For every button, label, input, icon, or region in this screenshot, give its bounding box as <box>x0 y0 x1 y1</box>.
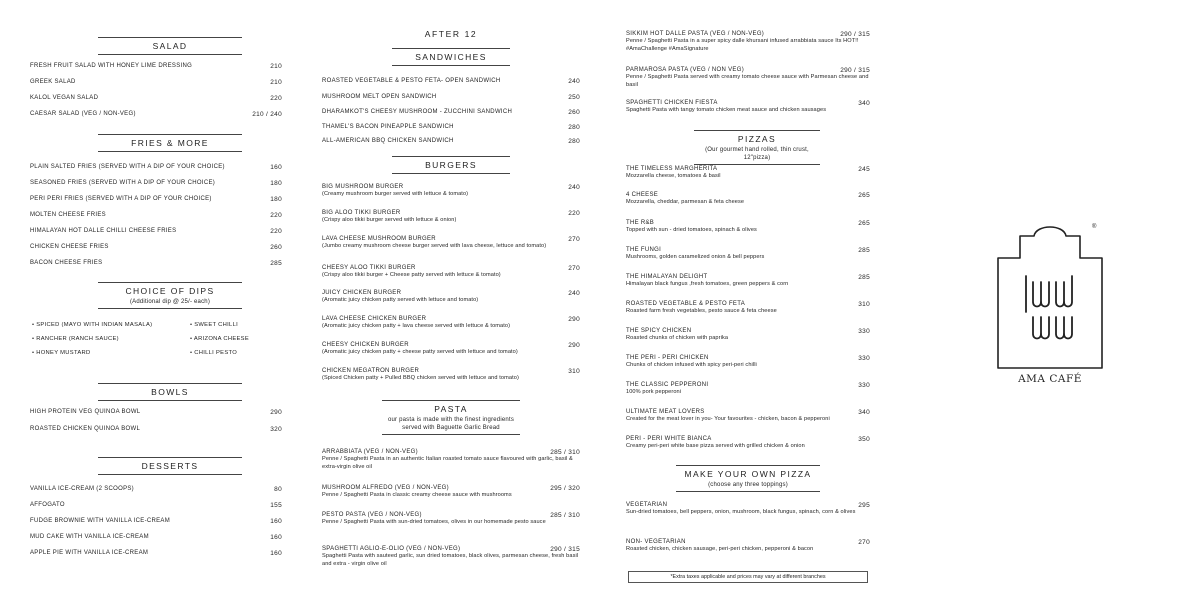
item-price: 160 <box>270 518 282 525</box>
item-price: 80 <box>274 486 282 493</box>
desserts-title: DESSERTS <box>141 461 199 471</box>
item-price: 270 <box>568 236 580 243</box>
item-name: FUDGE BROWNIE WITH VANILLA ICE-CREAM <box>30 518 171 524</box>
dips-section-header <box>98 282 242 309</box>
dips-subtitle: (Additional dip @ 25/- each) <box>129 299 211 305</box>
item-price: 285 / 310 <box>550 449 580 456</box>
item-price: 290 / 315 <box>840 31 870 38</box>
item-name: APPLE PIE WITH VANILLA ICE-CREAM <box>30 550 149 556</box>
item-price: 270 <box>568 265 580 272</box>
burgers-title: BURGERS <box>425 160 477 170</box>
item-price: 210 <box>270 63 282 70</box>
item-name: MOLTEN CHEESE FRIES <box>30 212 106 218</box>
menu-item <box>322 290 580 305</box>
item-name: CHICKEN MEGATRON BURGER <box>322 368 420 374</box>
menu-item <box>626 220 870 235</box>
menu-item <box>626 67 870 89</box>
item-price: 220 <box>568 210 580 217</box>
item-description: Roasted chicken, chicken sausage, peri-peri chicken, pepperoni & bacon <box>626 546 814 552</box>
dip-option: • CHILLI PESTO <box>190 350 238 356</box>
item-name: LAVA CHEESE CHICKEN BURGER <box>322 316 427 322</box>
item-name: NON- VEGETARIAN <box>626 539 686 545</box>
menu-item <box>30 79 282 85</box>
menu-item <box>322 138 580 144</box>
item-description: Roasted farm fresh vegetables, pesto sauce & feta cheese <box>626 308 777 314</box>
item-description: (Aromatic juicy chicken patty + lava cheese served with lettuce & tomato) <box>322 323 511 329</box>
item-description: Roasted chunks of chicken with paprika <box>626 335 729 341</box>
item-name: CHEESY CHICKEN BURGER <box>322 342 409 348</box>
menu-item <box>626 100 870 115</box>
item-name: ALL-AMERICAN BBQ CHICKEN SANDWICH <box>322 138 454 144</box>
registered-mark: ® <box>1092 224 1097 230</box>
item-name: HIMALAYAN HOT DALLE CHILLI CHEESE FRIES <box>30 228 177 234</box>
menu-item <box>30 95 282 101</box>
item-name: ROASTED VEGETABLE & PESTO FETA <box>626 301 746 307</box>
item-name: THE FUNGI <box>626 247 662 253</box>
item-price: 280 <box>568 138 580 145</box>
menu-item <box>322 184 580 199</box>
item-name: HIGH PROTEIN VEG QUINOA BOWL <box>30 409 141 415</box>
item-price: 290 / 315 <box>550 546 580 553</box>
item-price: 330 <box>858 328 870 335</box>
section-rule <box>382 434 520 435</box>
section-rule <box>98 134 242 135</box>
item-price: 290 <box>568 342 580 349</box>
dip-option: • SPICED (MAYO WITH INDIAN MASALA) <box>32 322 153 328</box>
item-name: VEGETARIAN <box>626 502 668 508</box>
pizzas-section-header <box>694 130 820 165</box>
item-price: 160 <box>270 550 282 557</box>
item-price: 180 <box>270 196 282 203</box>
menu-item <box>626 247 870 262</box>
item-name: SPAGHETTI AGLIO-E-OLIO (VEG / NON-VEG) <box>322 546 461 552</box>
menu-item <box>30 111 282 117</box>
menu-item <box>322 94 580 100</box>
item-price: 350 <box>858 436 870 443</box>
section-rule <box>98 37 242 38</box>
item-name: PERI - PERI WHITE BIANCA <box>626 436 712 442</box>
item-name: THE CLASSIC PEPPERONI <box>626 382 709 388</box>
item-description: Spaghetti Pasta with tangy tomato chicken meat sauce and chicken sausages <box>626 107 827 113</box>
item-name: THE HIMALAYAN DELIGHT <box>626 274 708 280</box>
menu-item <box>626 539 870 554</box>
sandwiches-title: SANDWICHES <box>415 52 487 62</box>
item-price: 285 / 310 <box>550 512 580 519</box>
menu-item <box>626 301 870 316</box>
item-name: SIKKIM HOT DALLE PASTA (VEG / NON-VEG) <box>626 31 765 37</box>
item-name: THAMEL'S BACON PINEAPPLE SANDWICH <box>322 124 454 130</box>
dip-option: • ARIZONA CHEESE <box>190 336 250 342</box>
item-price: 290 <box>270 409 282 416</box>
item-description: Penne / Spaghetti Pasta in an authentic Italian roasted tomato sauce flavoured with garlic, basil & extra-virgin olive oil <box>322 456 573 470</box>
bowls-section-header <box>98 383 242 401</box>
item-description: Penne / Spaghetti Pasta in a super spicy dalle khursani infused arrabbiata sauce Its HOT!! #AmaChallenge #AmaSignature <box>626 38 859 52</box>
item-name: MUD CAKE WITH VANILLA ICE-CREAM <box>30 534 149 540</box>
item-name: ULTIMATE MEAT LOVERS <box>626 409 705 415</box>
menu-item <box>322 546 580 568</box>
pizzas-subtitle: (Our gourmet hand rolled, thin crust, 12"pizza) <box>705 147 809 161</box>
menu-item <box>30 486 282 492</box>
sandwiches-section-header <box>392 48 510 66</box>
fries-title: FRIES & MORE <box>131 138 209 148</box>
item-description: Mushrooms, golden caramelized onion & bell peppers <box>626 254 765 260</box>
item-price: 340 <box>858 409 870 416</box>
item-name: CHICKEN CHEESE FRIES <box>30 244 109 250</box>
section-rule <box>382 400 520 401</box>
item-description: Penne / Spaghetti Pasta in classic creamy cheese sauce with mushrooms <box>322 492 512 498</box>
section-rule <box>694 130 820 131</box>
dips-title: CHOICE OF DIPS <box>125 286 215 296</box>
menu-item <box>30 196 282 202</box>
section-rule <box>98 151 242 152</box>
item-price: 160 <box>270 534 282 541</box>
item-name: ROASTED CHICKEN QUINOA BOWL <box>30 426 141 432</box>
menu-item <box>322 316 580 331</box>
item-description: (Aromatic juicy chicken patty + cheese patty served with lettuce and tomato) <box>322 349 518 355</box>
ama-cafe-logo-icon <box>996 218 1104 370</box>
item-price: 265 <box>858 220 870 227</box>
item-name: SPAGHETTI CHICKEN FIESTA <box>626 100 718 106</box>
item-price: 285 <box>858 274 870 281</box>
pizzas-title: PIZZAS <box>737 134 777 144</box>
menu-item <box>322 368 580 383</box>
menu-item <box>626 31 870 53</box>
burgers-section-header <box>392 156 510 174</box>
item-description: Topped with sun - dried tomatoes, spinach & olives <box>626 227 757 233</box>
item-price: 290 / 315 <box>840 67 870 74</box>
menu-item <box>30 180 282 186</box>
item-price: 260 <box>270 244 282 251</box>
item-name: BIG MUSHROOM BURGER <box>322 184 404 190</box>
item-description: (Crispy aloo tikki burger served with lettuce & onion) <box>322 217 457 223</box>
menu-item <box>322 512 580 527</box>
item-name: PERI PERI FRIES (SERVED WITH A DIP OF YOUR CHOICE) <box>30 196 212 202</box>
ama-cafe-logo <box>996 218 1104 388</box>
menu-item <box>30 534 282 540</box>
item-name: 4 CHEESE <box>626 192 659 198</box>
item-name: THE R&B <box>626 220 655 226</box>
section-rule <box>98 308 242 309</box>
item-name: PESTO PASTA (VEG / NON-VEG) <box>322 512 422 518</box>
menu-item <box>626 436 870 451</box>
item-description: Penne / Spaghetti Pasta with sun-dried tomatoes, olives in our homemade pesto sauce <box>322 519 546 525</box>
item-name: PLAIN SALTED FRIES (SERVED WITH A DIP OF YOUR CHOICE) <box>30 164 225 170</box>
item-name: ARRABBIATA (VEG / NON-VEG) <box>322 449 418 455</box>
item-name: BACON CHEESE FRIES <box>30 260 103 266</box>
item-price: 330 <box>858 355 870 362</box>
item-description: Mozzarella cheese, tomatoes & basil <box>626 173 721 179</box>
section-rule <box>694 164 820 165</box>
item-price: 220 <box>270 228 282 235</box>
item-price: 240 <box>568 184 580 191</box>
item-price: 265 <box>858 192 870 199</box>
item-price: 295 <box>858 502 870 509</box>
dip-option: • SWEET CHILLI <box>190 322 238 328</box>
dip-option: • HONEY MUSTARD <box>32 350 91 356</box>
item-name: THE TIMELESS MARGHERITA <box>626 166 718 172</box>
menu-item <box>30 228 282 234</box>
menu-item <box>626 409 870 424</box>
menu-item <box>30 502 282 508</box>
item-name: LAVA CHEESE MUSHROOM BURGER <box>322 236 436 242</box>
item-price: 240 <box>568 78 580 85</box>
item-description: Creamy peri-peri white base pizza served with grilled chicken & onion <box>626 443 805 449</box>
section-rule <box>98 54 242 55</box>
item-description: (Spiced Chicken patty + Pulled BBQ chicken served with lettuce and tomato) <box>322 375 519 381</box>
menu-item <box>626 502 870 517</box>
item-price: 310 <box>568 368 580 375</box>
item-price: 320 <box>270 426 282 433</box>
item-name: MUSHROOM ALFREDO (VEG / NON-VEG) <box>322 485 449 491</box>
menu-item <box>30 244 282 250</box>
pasta-title: PASTA <box>434 404 468 414</box>
menu-item <box>322 109 580 115</box>
item-price: 245 <box>858 166 870 173</box>
item-description: 100% pork pepperoni <box>626 389 682 395</box>
item-price: 270 <box>858 539 870 546</box>
after-12-title: AFTER 12 <box>424 29 478 39</box>
section-rule <box>392 156 510 157</box>
desserts-section-header <box>98 457 242 475</box>
pasta-subtitle: our pasta is made with the finest ingredients served with Baguette Garlic Bread <box>387 417 515 431</box>
menu-item <box>30 550 282 556</box>
menu-item <box>30 518 282 524</box>
item-price: 220 <box>270 212 282 219</box>
item-description: Spaghetti Pasta with sauteed garlic, sun dried tomatoes, black olives, parmesan cheese, fresh basil and extra - virgin olive oil <box>322 553 579 567</box>
item-description: Himalayan black fungus ,fresh tomatoes, green peppers & corn <box>626 281 789 287</box>
salad-section-header <box>98 37 242 55</box>
item-description: (Aromatic juicy chicken patty served with lettuce and tomato) <box>322 297 479 303</box>
item-price: 310 <box>858 301 870 308</box>
section-rule <box>98 474 242 475</box>
item-price: 240 <box>568 290 580 297</box>
item-name: KALOL VEGAN SALAD <box>30 95 99 101</box>
item-price: 220 <box>270 95 282 102</box>
section-rule <box>676 491 820 492</box>
item-name: PARMAROSA PASTA (VEG / NON VEG) <box>626 67 744 73</box>
menu-item <box>322 236 580 251</box>
item-description: Penne / Spaghetti Pasta served with creamy tomato cheese sauce with Parmesan cheese and basil <box>626 74 869 88</box>
item-name: CAESAR SALAD (VEG / NON-VEG) <box>30 111 136 117</box>
menu-item <box>626 166 870 181</box>
item-name: FRESH FRUIT SALAD WITH HONEY LIME DRESSING <box>30 63 193 69</box>
item-price: 260 <box>568 109 580 116</box>
item-name: DHARAMKOT'S CHEESY MUSHROOM - ZUCCHINI SANDWICH <box>322 109 513 115</box>
menu-item <box>626 355 870 370</box>
item-name: THE PERI - PERI CHICKEN <box>626 355 709 361</box>
section-rule <box>392 65 510 66</box>
menu-item <box>322 265 580 280</box>
footnote-box: *Extra taxes applicable and prices may vary at different branches <box>628 571 868 583</box>
section-rule <box>98 400 242 401</box>
item-description: (Jumbo creamy mushroom cheese burger served with lava cheese, lettuce and tomato) <box>322 243 547 249</box>
item-name: ROASTED VEGETABLE & PESTO FETA- OPEN SANDWICH <box>322 78 501 84</box>
item-name: SEASONED FRIES (SERVED WITH A DIP OF YOUR CHOICE) <box>30 180 216 186</box>
item-name: JUICY CHICKEN BURGER <box>322 290 402 296</box>
item-description: Chunks of chicken infused with spicy peri-peri chilli <box>626 362 757 368</box>
brand-name: AMA CAFÉ <box>1018 373 1082 385</box>
menu-item <box>30 63 282 69</box>
section-rule <box>98 383 242 384</box>
salad-title: SALAD <box>152 41 188 51</box>
menu-item <box>626 328 870 343</box>
menu-item <box>322 342 580 357</box>
item-description: (Crispy aloo tikki burger + Cheese patty served with lettuce & tomato) <box>322 272 501 278</box>
item-description: Mozzarella, cheddar, parmesan & feta cheese <box>626 199 745 205</box>
menu-item <box>322 485 580 500</box>
section-rule <box>98 457 242 458</box>
item-price: 160 <box>270 164 282 171</box>
item-description: Created for the meat lover in you- Your favourites - chicken, bacon & pepperoni <box>626 416 830 422</box>
item-price: 280 <box>568 124 580 131</box>
section-rule <box>392 173 510 174</box>
menu-item <box>30 260 282 266</box>
menu-item <box>626 274 870 289</box>
fries-section-header <box>98 134 242 152</box>
menu-item <box>322 124 580 130</box>
item-price: 330 <box>858 382 870 389</box>
menu-item <box>626 382 870 397</box>
make-your-own-section-header <box>676 465 820 492</box>
item-name: MUSHROOM MELT OPEN SANDWICH <box>322 94 437 100</box>
item-price: 210 <box>270 79 282 86</box>
item-price: 210 / 240 <box>252 111 282 118</box>
item-name: CHEESY ALOO TIKKI BURGER <box>322 265 416 271</box>
menu-item <box>30 409 282 415</box>
item-price: 180 <box>270 180 282 187</box>
item-price: 295 / 320 <box>550 485 580 492</box>
section-rule <box>676 465 820 466</box>
menu-item <box>30 212 282 218</box>
menu-item <box>30 426 282 432</box>
item-name: VANILLA ICE-CREAM (2 SCOOPS) <box>30 486 134 492</box>
make-your-own-title: MAKE YOUR OWN PIZZA <box>684 469 812 479</box>
menu-item <box>626 192 870 207</box>
item-price: 250 <box>568 94 580 101</box>
item-name: AFFOGATO <box>30 502 65 508</box>
section-rule <box>98 282 242 283</box>
item-price: 285 <box>270 260 282 267</box>
item-price: 290 <box>568 316 580 323</box>
menu-item <box>322 210 580 225</box>
menu-item <box>30 164 282 170</box>
item-name: THE SPICY CHICKEN <box>626 328 692 334</box>
pasta-section-header <box>382 400 520 435</box>
make-your-own-subtitle: (choose any three toppings) <box>708 482 788 488</box>
item-price: 340 <box>858 100 870 107</box>
menu-item <box>322 78 580 84</box>
item-price: 285 <box>858 247 870 254</box>
item-name: GREEK SALAD <box>30 79 76 85</box>
section-rule <box>392 48 510 49</box>
bowls-title: BOWLS <box>151 387 189 397</box>
item-description: Sun-dried tomatoes, bell peppers, onion, mushroom, black fungus, spinach, corn & olives <box>626 509 856 515</box>
item-description: (Creamy mushroom burger served with lettuce & tomato) <box>322 191 469 197</box>
item-price: 155 <box>270 502 282 509</box>
dip-option: • RANCHER (RANCH SAUCE) <box>32 336 119 342</box>
item-name: BIG ALOO TIKKI BURGER <box>322 210 401 216</box>
menu-item <box>322 449 580 471</box>
